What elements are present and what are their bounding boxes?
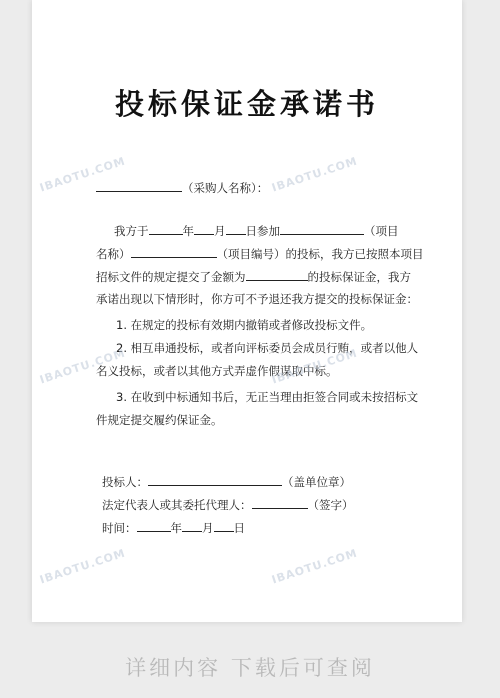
purchaser-line — [96, 180, 268, 195]
watermark: IBAOTU.COM — [270, 546, 360, 587]
representative-sign-note: （签字） — [307, 498, 354, 512]
bidder-label: 投标人： — [102, 475, 148, 489]
document-page — [32, 0, 462, 622]
watermark: IBAOTU.COM — [38, 154, 128, 195]
purchaser-label: （采购人名称）： — [182, 181, 269, 195]
paragraph-line-3: 招标文件的规定提交了金额为 的投标保证金，我方 — [96, 270, 411, 284]
representative-line — [102, 497, 354, 512]
item-3-line-2: 件规定提交履约保证金。 — [96, 413, 223, 427]
bidder-seal-note: （盖单位章） — [282, 475, 351, 489]
watermark: IBAOTU.COM — [270, 154, 360, 195]
date-line: 时间： 年 月 日 — [102, 521, 245, 535]
paragraph-line-2: 名称） （项目编号）的投标，我方已按照本项目 — [96, 247, 424, 261]
watermark: IBAOTU.COM — [38, 346, 128, 387]
bidder-line — [102, 474, 351, 489]
paragraph-line-1: 我方于 年 月 日参加 （项目 — [114, 224, 399, 238]
date-label: 时间： — [102, 521, 137, 535]
representative-label: 法定代表人或其委托代理人： — [102, 498, 252, 512]
document-title: 投标保证金承诺书 — [114, 87, 379, 121]
watermark: IBAOTU.COM — [38, 546, 128, 587]
representative-blank — [252, 497, 308, 509]
paragraph-line-4: 承诺出现以下情形时，你方可不予退还我方提交的投标保证金： — [96, 292, 418, 306]
item-2-line-1: 2. 相互串通投标，或者向评标委员会成员行贿，或者以他人 — [116, 341, 419, 355]
bidder-blank — [148, 474, 282, 486]
purchaser-blank — [96, 180, 182, 192]
item-1: 1. 在规定的投标有效期内撤销或者修改投标文件。 — [116, 318, 373, 332]
item-2-line-2: 名义投标，或者以其他方式弄虚作假谋取中标。 — [96, 364, 338, 378]
watermark: IBAOTU.COM — [270, 346, 360, 387]
item-3-line-1: 3. 在收到中标通知书后，无正当理由拒签合同或未按招标文 — [116, 390, 419, 404]
download-hint-footer: 详细内容 下载后可查阅 — [125, 656, 375, 680]
